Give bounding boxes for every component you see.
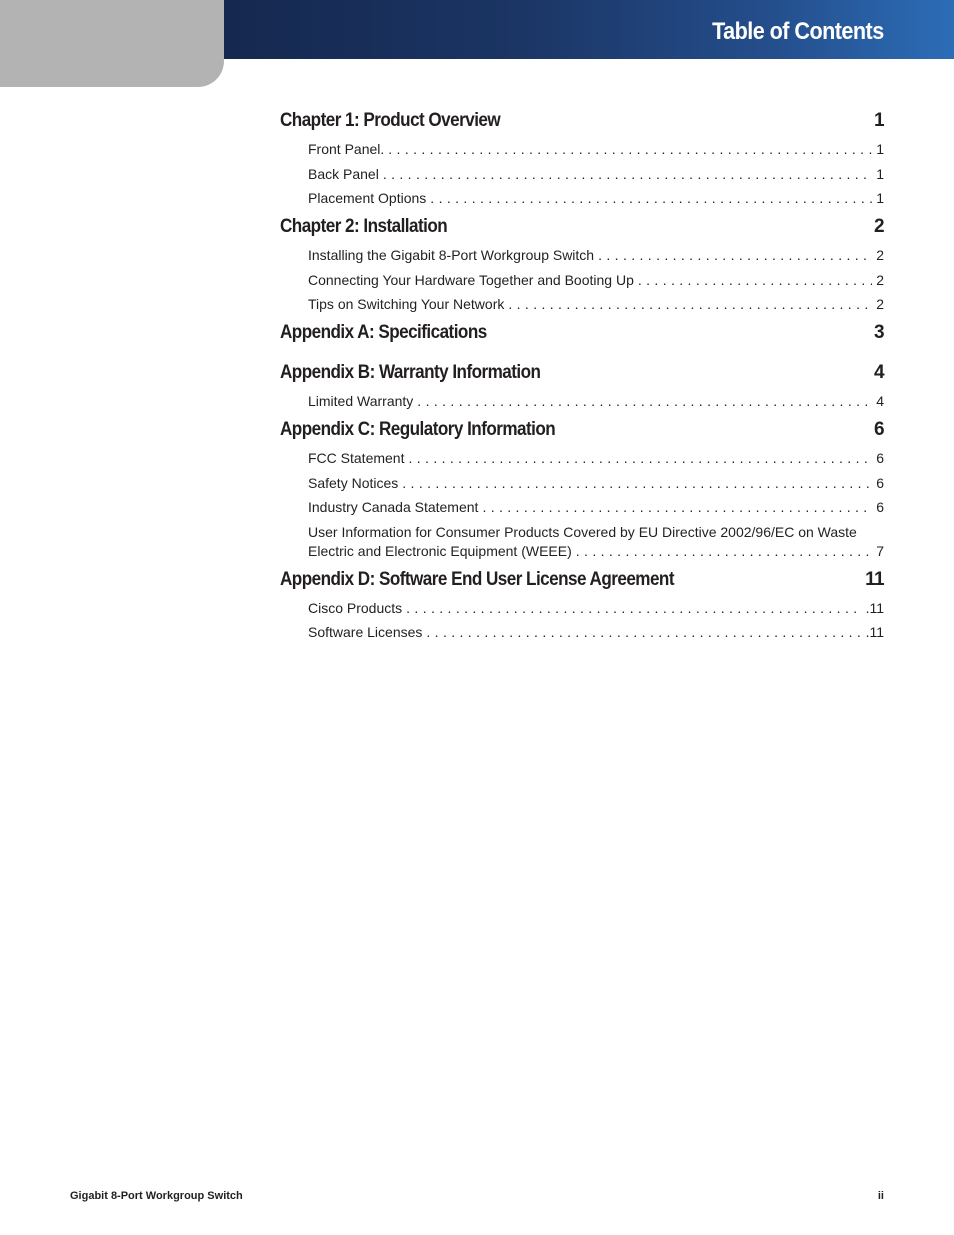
entry-title-line-2: Electric and Electronic Equipment (WEEE): [308, 542, 572, 559]
chapter-title: Appendix B: Warranty Information: [280, 362, 541, 383]
toc-entry[interactable]: [308, 189, 884, 208]
entry-title: Limited Warranty: [308, 393, 414, 409]
footer-page-number: ii: [877, 1190, 884, 1202]
toc-entry[interactable]: [308, 523, 884, 561]
chapter-heading[interactable]: [280, 417, 884, 443]
entry-title-line-2-row: [308, 542, 884, 561]
chapter-title: Chapter 2: Installation: [280, 216, 448, 237]
chapter-title: Appendix C: Regulatory Information: [280, 419, 556, 440]
entry-title: Back Panel: [308, 165, 379, 182]
entry-page-number: 6: [876, 474, 884, 491]
chapter-page-number: 1: [874, 110, 884, 131]
chapter-entries: [280, 599, 884, 643]
dot-leader: [598, 246, 872, 265]
toc-entry[interactable]: [308, 498, 884, 517]
chapter-heading[interactable]: [280, 567, 884, 593]
chapter-page-number: 11: [865, 568, 884, 590]
chapter-entries: [280, 140, 884, 208]
toc-entry[interactable]: [308, 271, 884, 290]
chapter-heading[interactable]: [280, 320, 884, 346]
entry-title: Placement Options: [308, 190, 427, 206]
toc-chapter-1: [280, 108, 884, 208]
entry-title: Tips on Switching Your Network: [308, 296, 505, 312]
chapter-title: Appendix D: Software End User License Agreement: [280, 568, 674, 590]
chapter-page-number: 4: [874, 362, 884, 383]
toc-appendix-d: [280, 567, 884, 643]
chapter-heading[interactable]: [280, 108, 884, 134]
entry-page-number: 1: [876, 165, 884, 182]
chapter-heading[interactable]: [280, 214, 884, 240]
toc-entry[interactable]: [308, 246, 884, 265]
toc-appendix-a: [280, 320, 884, 346]
header-bar: [224, 0, 954, 59]
footer-product-name: Gigabit 8-Port Workgroup Switch: [70, 1190, 243, 1202]
entry-title: Front Panel.: [308, 141, 385, 157]
toc-chapter-2: [280, 214, 884, 314]
chapter-title: Chapter 1: Product Overview: [280, 110, 501, 131]
toc-entry[interactable]: [308, 165, 884, 184]
chapter-entries: [280, 392, 884, 411]
dot-leader: [508, 295, 872, 314]
entry-page-number: 1: [876, 190, 884, 206]
toc-entry[interactable]: [308, 295, 884, 314]
toc-entry[interactable]: [308, 449, 884, 468]
table-of-contents: [280, 108, 884, 648]
entry-page-number: 2: [876, 271, 884, 288]
toc-appendix-c: [280, 417, 884, 561]
entry-title: Cisco Products: [308, 599, 403, 616]
entry-title: Industry Canada Statement: [308, 499, 479, 515]
dot-leader: [402, 474, 872, 493]
toc-entry[interactable]: [308, 599, 884, 618]
chapter-entries: [280, 449, 884, 561]
chapter-entries: [280, 246, 884, 314]
chapter-title: Appendix A: Specifications: [280, 322, 487, 343]
toc-appendix-b: [280, 360, 884, 411]
chapter-heading[interactable]: [280, 360, 884, 386]
entry-page-number: 1: [876, 141, 884, 157]
dot-leader: [388, 140, 872, 159]
entry-page-number: .11: [865, 624, 884, 640]
dot-leader: [482, 498, 872, 517]
entry-page-number: 4: [876, 393, 884, 409]
page-title: Table of Contents: [712, 18, 884, 45]
entry-title-line-1: User Information for Consumer Products Covered by EU Directive 2002/96/EC on Waste: [308, 523, 857, 540]
chapter-page-number: 2: [874, 216, 884, 237]
chapter-page-number: 6: [874, 419, 884, 440]
chapter-page-number: 3: [874, 322, 884, 343]
entry-page-number: 2: [876, 296, 884, 312]
dot-leader: [638, 271, 872, 290]
toc-entry[interactable]: [308, 623, 884, 642]
dot-leader: [408, 449, 872, 468]
dot-leader: [430, 189, 872, 208]
entry-title: Software Licenses: [308, 624, 423, 640]
toc-entry[interactable]: [308, 140, 884, 159]
entry-title: Safety Notices: [308, 474, 399, 491]
dot-leader: [383, 165, 872, 184]
entry-title: Installing the Gigabit 8-Port Workgroup Switch: [308, 247, 595, 263]
dot-leader: [426, 623, 861, 642]
entry-page-number: 6: [876, 450, 884, 466]
entry-page-number: 7: [876, 542, 884, 559]
entry-page-number: 6: [876, 499, 884, 515]
dot-leader: [576, 542, 872, 561]
toc-entry[interactable]: [308, 392, 884, 411]
dot-leader: [406, 599, 861, 618]
toc-entry[interactable]: [308, 474, 884, 493]
entry-page-number: 2: [876, 247, 884, 263]
entry-page-number: .11: [865, 599, 884, 616]
entry-title: FCC Statement: [308, 450, 405, 466]
dot-leader: [417, 392, 872, 411]
header-gray-tab: [0, 0, 224, 87]
entry-title: Connecting Your Hardware Together and Booting Up: [308, 271, 634, 288]
